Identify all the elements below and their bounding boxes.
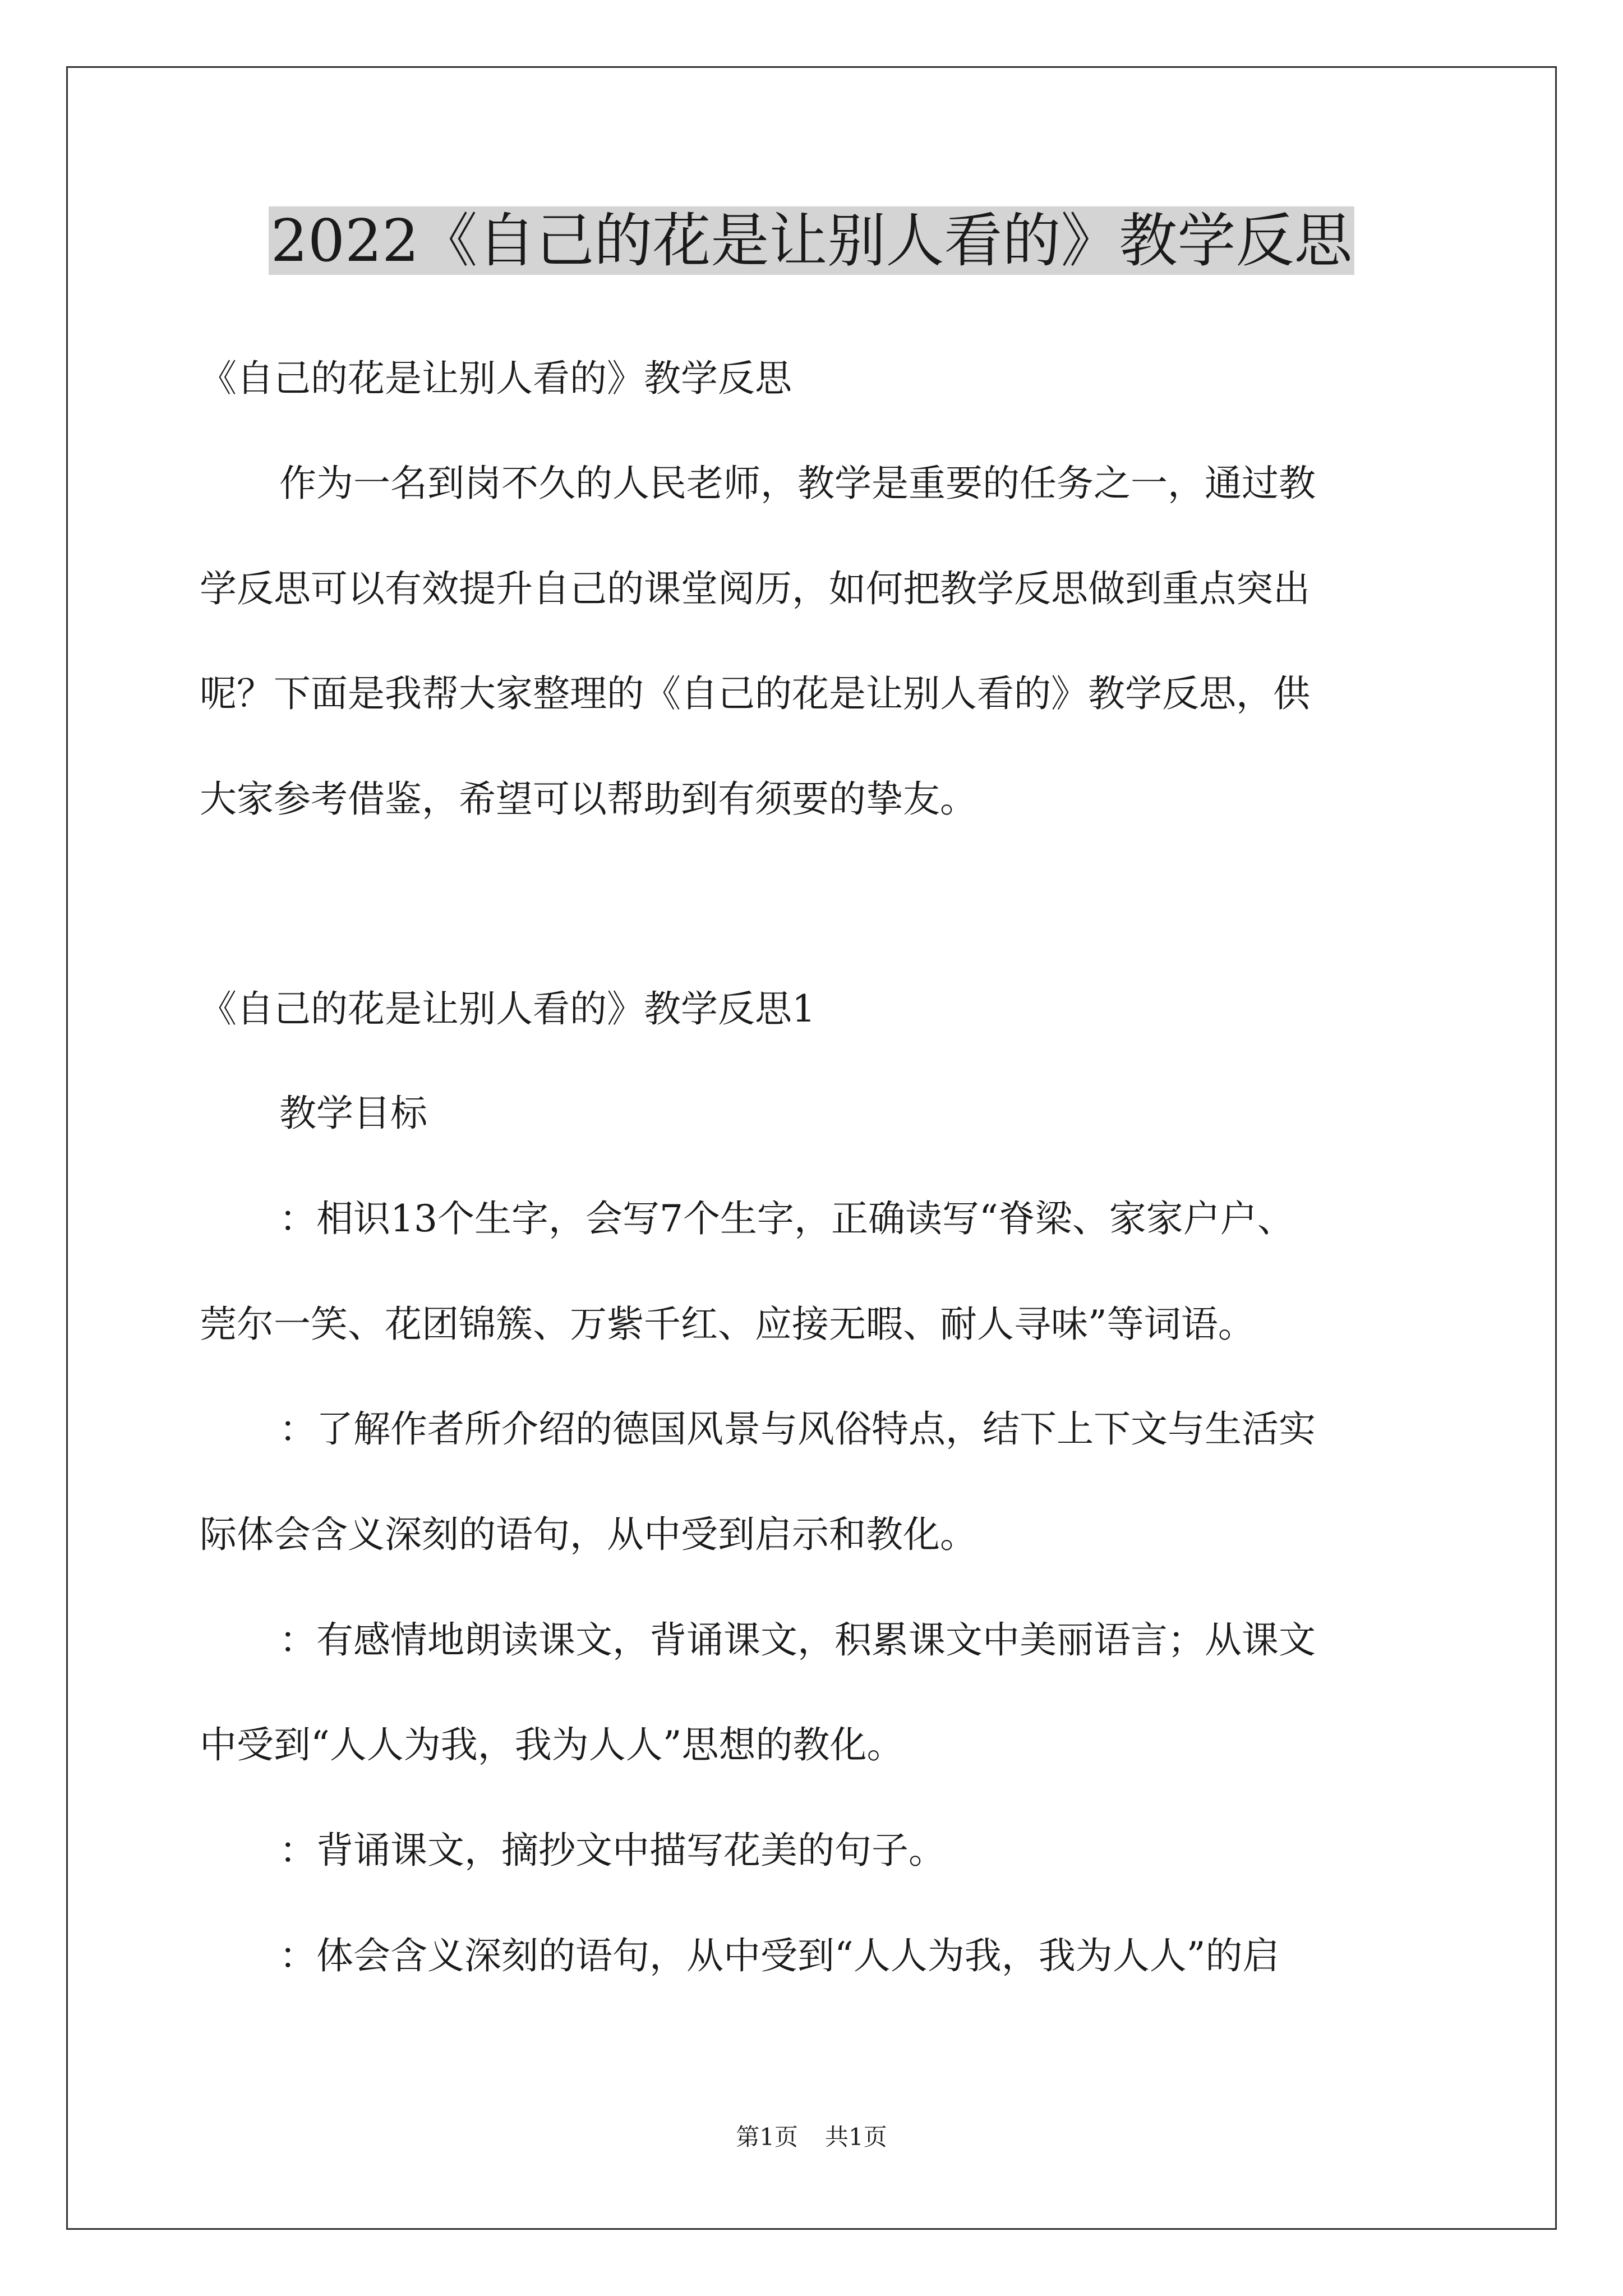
- document-title: [0, 199, 1623, 283]
- paragraph-line: 作为一名到岗不久的人民老师，教学是重要的任务之一，通过教: [279, 462, 1316, 505]
- title-text: 2022《自己的花是让别人看的》教学反思: [269, 206, 1355, 275]
- page-number: 第1页: [736, 2123, 798, 2151]
- section-heading-intro: 《自己的花是让别人看的》教学反思: [200, 357, 792, 400]
- paragraph-line: 莞尔一笑、花团锦簇、万紫千红、应接无暇、耐人寻味”等词语。: [200, 1303, 1255, 1346]
- paragraph-line: ：了解作者所介绍的德国风景与风俗特点，结下上下文与生活实: [279, 1407, 1316, 1451]
- paragraph-line: 学反思可以有效提升自己的课堂阅历，如何把教学反思做到重点突出: [200, 567, 1310, 610]
- paragraph-line: ：相识13个生字，会写7个生字，正确读写“脊梁、家家户户、: [279, 1197, 1294, 1240]
- paragraph-line: ：有感情地朗读课文，背诵课文，积累课文中美丽语言；从课文: [279, 1618, 1316, 1662]
- paragraph-line: 呢？下面是我帮大家整理的《自己的花是让别人看的》教学反思，供: [200, 672, 1310, 715]
- page-footer: [0, 2120, 1623, 2154]
- paragraph-line: ：背诵课文，摘抄文中描写花美的句子。: [279, 1829, 946, 1872]
- paragraph-line: 中受到“人人为我，我为人人”思想的教化。: [200, 1723, 904, 1766]
- section-heading-1: 《自己的花是让别人看的》教学反思1: [200, 987, 815, 1030]
- paragraph-line: 大家参考借鉴，希望可以帮助到有须要的挚友。: [200, 777, 977, 821]
- subheading-goals: 教学目标: [279, 1092, 427, 1135]
- paragraph-line: ：体会含义深刻的语句，从中受到“人人为我，我为人人”的启: [279, 1934, 1280, 1977]
- paragraph-line: 际体会含义深刻的语句，从中受到启示和教化。: [200, 1513, 977, 1556]
- page-total: 共1页: [825, 2123, 887, 2151]
